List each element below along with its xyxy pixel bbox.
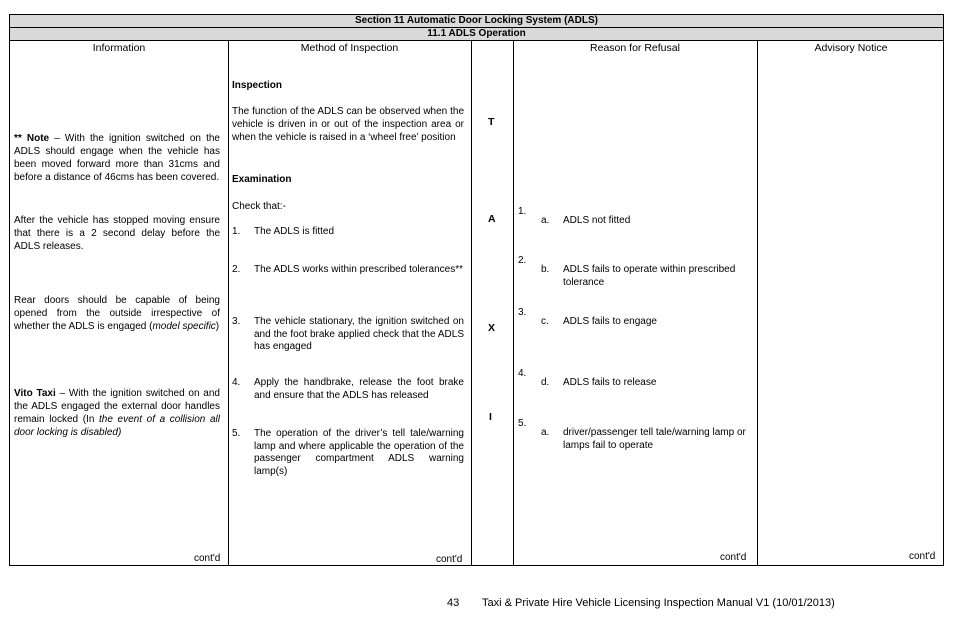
info-vito-italic: the event of a collision all door locking is disabled) — [14, 414, 221, 438]
reason-letter: a. — [541, 215, 550, 226]
taxi-letter-a: A — [488, 213, 496, 225]
method-item-text: The ADLS works within prescribed tolerances** — [254, 264, 463, 275]
method-item-number: 3. — [232, 316, 241, 327]
column-header-reason: Reason for Refusal — [590, 42, 680, 54]
reason-number: 1. — [518, 206, 527, 217]
taxi-letter-x: X — [488, 322, 496, 334]
reason-number: 3. — [518, 307, 527, 318]
method-item-4 — [232, 377, 464, 405]
reason-number: 4. — [518, 368, 527, 379]
method-item-2 — [232, 264, 464, 292]
reason-text: ADLS fails to operate within prescribed tolerance — [563, 264, 736, 288]
column-header-information: Information — [92, 42, 146, 54]
reason-contd: cont'd — [720, 552, 747, 563]
info-rear-doors — [14, 294, 220, 333]
subsection-title: 11.1 ADLS Operation — [10, 28, 943, 41]
reason-item-5 — [518, 418, 754, 454]
info-vito-text: – With the ignition switched on and the ADLS engaged the external door handles remain locked (In — [14, 388, 220, 425]
reason-letter: d. — [541, 377, 550, 388]
reason-number: 2. — [518, 255, 527, 266]
method-item-text: The vehicle stationary, the ignition switched on and the foot brake applied check that the ADLS has engaged — [254, 316, 464, 352]
manual-title: Taxi & Private Hire Vehicle Licensing Inspection Manual V1 (10/01/2013) — [482, 597, 835, 609]
method-item-number: 2. — [232, 264, 241, 275]
column-divider — [757, 41, 758, 565]
examination-heading: Examination — [232, 174, 292, 185]
reason-item-4 — [518, 368, 754, 394]
method-item-1 — [232, 226, 464, 240]
info-note-label: ** Note — [14, 133, 50, 144]
info-vito-taxi — [14, 387, 220, 439]
reason-item-3 — [518, 307, 754, 333]
reason-number: 5. — [518, 418, 527, 429]
taxi-letter-i: I — [489, 411, 492, 423]
column-divider — [471, 41, 472, 565]
section-title: Section 11 Automatic Door Locking System (ADLS) — [10, 15, 943, 28]
reason-item-1 — [518, 206, 754, 232]
page-number: 43 — [447, 597, 460, 609]
reason-text: ADLS fails to release — [563, 377, 657, 388]
info-contd: cont'd — [194, 553, 221, 564]
advisory-contd: cont'd — [909, 551, 936, 562]
column-divider — [513, 41, 514, 565]
reason-text: driver/passenger tell tale/warning lamp or lamps fail to operate — [563, 427, 746, 451]
inspection-heading: Inspection — [232, 80, 283, 91]
reason-item-2 — [518, 255, 754, 291]
reason-letter: c. — [541, 316, 549, 327]
reason-text: ADLS fails to engage — [563, 316, 657, 327]
reason-text: ADLS not fitted — [563, 215, 631, 226]
method-item-number: 1. — [232, 226, 241, 237]
column-header-method: Method of Inspection — [300, 42, 399, 54]
info-delay: After the vehicle has stopped moving ensure that there is a 2 second delay before the ADLS releases. — [14, 215, 220, 252]
method-item-text: Apply the handbrake, release the foot brake and ensure that the ADLS has released — [254, 377, 464, 401]
method-item-number: 4. — [232, 377, 241, 388]
info-note — [14, 132, 220, 184]
column-header-advisory: Advisory Notice — [814, 42, 888, 54]
method-item-text: The operation of the driver’s tell tale/warning lamp and where applicable the operation of the passenger compartment ADLS warning lamp(s) — [254, 428, 464, 477]
inspection-table — [9, 14, 944, 566]
reason-letter: b. — [541, 264, 550, 275]
method-item-text: The ADLS is fitted — [254, 226, 335, 237]
method-item-5 — [232, 428, 464, 480]
info-rear-end: ) — [215, 321, 220, 332]
info-rear-italic: model specific — [152, 321, 216, 332]
method-contd: cont'd — [436, 554, 463, 565]
info-rear-text: Rear doors should be capable of being opened from the outside irrespective of whether the ADLS is engaged ( — [14, 295, 220, 332]
column-divider — [228, 41, 229, 565]
info-vito-label: Vito Taxi — [14, 388, 56, 399]
method-item-3 — [232, 316, 464, 356]
inspection-text: The function of the ADLS can be observed when the vehicle is driven in or out of the inspection area or when the vehicle is raised in a ‘wheel free’ position — [232, 106, 464, 143]
method-item-number: 5. — [232, 428, 241, 439]
taxi-letter-t: T — [488, 116, 495, 128]
reason-letter: a. — [541, 427, 550, 438]
info-note-text: – With the ignition switched on the ADLS should engage when the vehicle has been moved forward more than 31cms and before a distance of 46cms has been covered. — [14, 133, 220, 183]
check-intro: Check that:- — [232, 201, 286, 212]
